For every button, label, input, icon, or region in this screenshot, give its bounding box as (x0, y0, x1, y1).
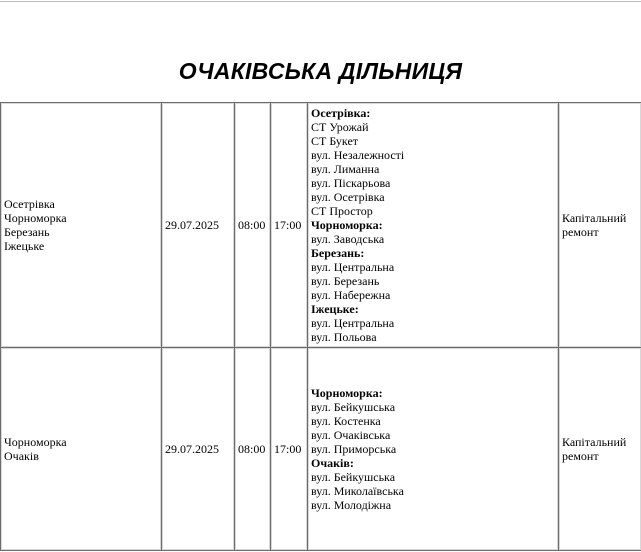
street-item: вул. Бейкушська (311, 470, 396, 484)
date-cell: 29.07.2025 (162, 103, 235, 348)
reason-text: Капітальний (562, 211, 627, 225)
reason-cell (559, 348, 641, 551)
settlement-heading: Чорноморка: (311, 386, 383, 400)
settlement-name: Очаків (4, 449, 39, 463)
settlements-cell (1, 348, 162, 551)
reason-text: ремонт (562, 449, 599, 463)
street-item: вул. Лиманна (311, 162, 380, 176)
settlement-heading: Осетрівка: (311, 106, 371, 120)
table-row (1, 103, 641, 348)
street-item: вул. Центральна (311, 260, 395, 274)
page-title: ОЧАКІВСЬКА ДІЛЬНИЦЯ (178, 58, 463, 84)
street-item: СТ Урожай (311, 120, 369, 134)
street-item: вул. Набережна (311, 288, 391, 302)
streets-cell (308, 348, 559, 551)
settlement-name: Іжецьке (4, 239, 45, 253)
street-item: вул. Бейкушська (311, 400, 396, 414)
street-item: вул. Заводська (311, 232, 385, 246)
street-item: вул. Березань (311, 274, 380, 288)
settlement-name: Чорноморка (4, 211, 67, 225)
street-item: вул. Миколаївська (311, 484, 404, 498)
date-cell: 29.07.2025 (162, 348, 235, 551)
street-item: вул. Центральна (311, 316, 395, 330)
street-item: вул. Польова (311, 330, 377, 344)
street-item: вул. Приморська (311, 442, 397, 456)
street-item: вул. Осетрівка (311, 190, 385, 204)
street-item: вул. Незалежності (311, 148, 405, 162)
streets-cell (308, 103, 559, 348)
reason-cell (559, 103, 641, 348)
end-time-cell: 17:00 (271, 348, 308, 551)
top-divider (0, 1, 641, 2)
outage-table (0, 102, 641, 551)
street-item: СТ Простор (311, 204, 373, 218)
street-item: вул. Костенка (311, 414, 381, 428)
settlement-heading: Чорноморка: (311, 218, 383, 232)
table-row (1, 348, 641, 551)
reason-text: ремонт (562, 225, 599, 239)
end-time-cell: 17:00 (271, 103, 308, 348)
settlement-heading: Іжецьке: (311, 302, 359, 316)
settlement-name: Березань (4, 225, 50, 239)
settlements-cell (1, 103, 162, 348)
settlement-name: Чорноморка (4, 435, 67, 449)
settlement-heading: Очаків: (311, 456, 354, 470)
reason-text: Капітальний (562, 435, 627, 449)
settlement-heading: Березань: (311, 246, 365, 260)
street-item: вул. Піскарьова (311, 176, 391, 190)
street-item: вул. Очаківська (311, 428, 391, 442)
settlement-name: Осетрівка (4, 197, 55, 211)
start-time-cell: 08:00 (235, 348, 271, 551)
start-time-cell: 08:00 (235, 103, 271, 348)
street-item: вул. Молодіжна (311, 498, 392, 512)
street-item: СТ Букет (311, 134, 359, 148)
